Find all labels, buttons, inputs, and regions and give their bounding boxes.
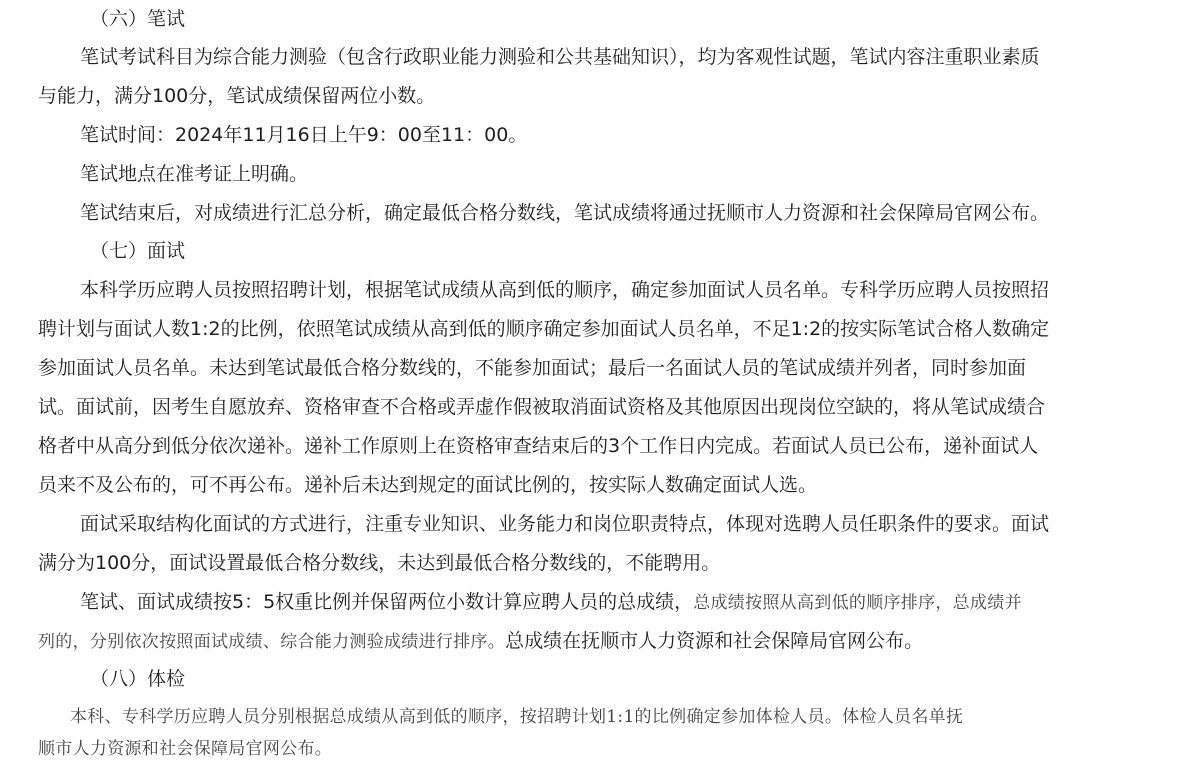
paragraph-text: 面试采取结构化面试的方式进行，注重专业知识、业务能力和岗位职责特点，体现对选聘人员任职条件的要求。面试 [80,513,1050,535]
section-heading-medical-exam: （八）体检 [90,668,186,690]
paragraph-text [80,587,1022,614]
paragraph-text: 笔试时间：2024年11月16日上午9：00至11：00。 [80,124,528,146]
paragraph-text: 笔试地点在准考证上明确。 [80,163,309,185]
paragraph-text: 本科、专科学历应聘人员分别根据总成绩从高到低的顺序，按招聘计划1:1的比例确定参加体检人员。体检人员名单抚 [70,707,964,727]
paragraph-text: 聘计划与面试人数1:2的比例，依照笔试成绩从高到低的顺序确定参加面试人员名单，不足1:2的按实际笔试合格人数确定 [38,318,1050,340]
paragraph-text: 本科学历应聘人员按照招聘计划，根据笔试成绩从高到低的顺序，确定参加面试人员名单。专科学历应聘人员按照招 [80,279,1050,301]
text-run: 笔试、面试成绩按5：5权重比例并保留两位小数计算应聘人员的总成绩， [80,591,694,613]
section-heading-interview: （七）面试 [90,240,186,262]
text-run-gray: 总成绩按照从高到低的顺序排序，总成绩并 [693,593,1022,613]
paragraph-text: 员来不及公布的，可不再公布。递补后未达到规定的面试比例的，按实际人数确定面试人选。 [38,474,818,496]
paragraph-text: 与能力，满分100分，笔试成绩保留两位小数。 [38,85,436,107]
section-heading-written-exam: （六）笔试 [90,8,186,30]
paragraph-text [38,626,923,653]
paragraph-text: 试。面试前，因考生自愿放弃、资格审查不合格或弄虚作假被取消面试资格及其他原因出现岗位空缺的，将从笔试成绩合 [38,396,1046,418]
paragraph-text: 笔试考试科目为综合能力测验（包含行政职业能力测验和公共基础知识），均为客观性试题，笔试内容注重职业素质 [80,46,1040,68]
paragraph-text: 参加面试人员名单。未达到笔试最低合格分数线的，不能参加面试；最后一名面试人员的笔试成绩并列者，同时参加面 [38,357,1027,379]
paragraph-text: 顺市人力资源和社会保障局官网公布。 [38,739,333,759]
text-run-gray: 列的，分别依次按照面试成绩、综合能力测验成绩进行排序。 [38,632,506,652]
paragraph-text: 笔试结束后，对成绩进行汇总分析，确定最低合格分数线，笔试成绩将通过抚顺市人力资源和社会保障局官网公布。 [80,202,1050,224]
paragraph-text: 格者中从高分到低分依次递补。递补工作原则上在资格审查结束后的3个工作日内完成。若面试人员已公布，递补面试人 [38,435,1039,457]
text-run: 总成绩在抚顺市人力资源和社会保障局官网公布。 [505,630,924,652]
paragraph-text: 满分为100分，面试设置最低合格分数线，未达到最低合格分数线的，不能聘用。 [38,552,721,574]
